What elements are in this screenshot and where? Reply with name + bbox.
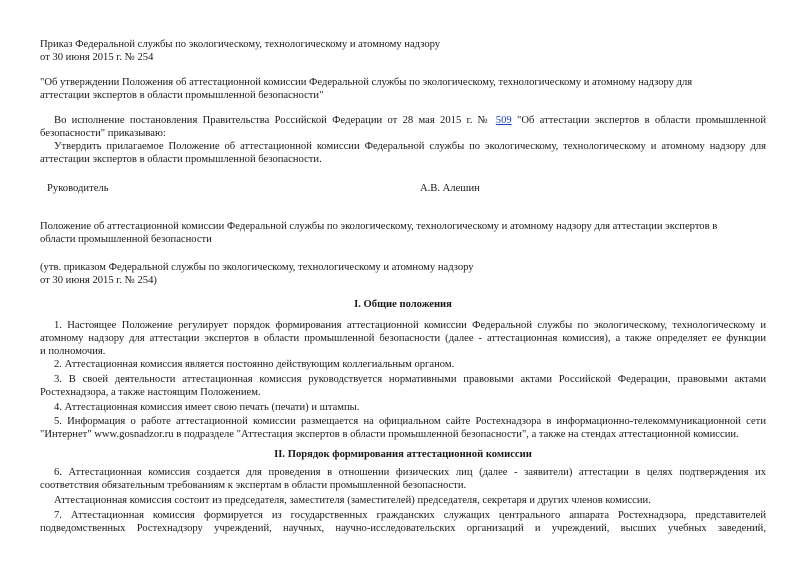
s2-p7-line1: 7. Аттестационная комиссия формируется из государственных гражданских служащих центрального аппарата Ростехнадзора, представителей — [54, 510, 766, 521]
s1-p5-line2: "Интернет" www.gosnadzor.ru в подразделе "Аттестация экспертов в области промышленной безопасности", а также на стендах аттестационной комиссии. — [40, 429, 739, 440]
approved-line1: (утв. приказом Федеральной службы по экологическому, технологическому и атомному надзору — [40, 262, 474, 273]
s1-p3-line1: 3. В своей деятельности аттестационная комиссия руководствуется нормативными правовыми актами Российской Федерации, правовыми актами — [54, 374, 766, 385]
regulation-title-line2: области промышленной безопасности — [40, 234, 212, 245]
s1-p4: 4. Аттестационная комиссия имеет свою печать (печати) и штампы. — [54, 402, 360, 413]
s1-p2: 2. Аттестационная комиссия является постоянно действующим коллегиальным органом. — [54, 359, 455, 370]
order-title-line1: "Об утверждении Положения об аттестационной комиссии Федеральной службы по экологическому, технологическому и атомному надзору для — [40, 77, 693, 88]
preamble-line1 — [54, 114, 766, 127]
s2-p6b: Аттестационная комиссия состоит из председателя, заместителя (заместителей) председателя, секретаря и других членов комиссии. — [54, 495, 651, 506]
approve-line1: Утвердить прилагаемое Положение об аттестационной комиссии Федеральной службы по экологическому, технологическому и атомному надзору для — [54, 141, 766, 152]
section2-heading: II. Порядок формирования аттестационной комиссии — [274, 449, 532, 460]
preamble-text-after: "Об аттестации экспертов в области промышленной — [517, 115, 766, 126]
preamble-line2: безопасности" приказываю: — [40, 128, 166, 139]
order-header-line2: от 30 июня 2015 г. № 254 — [40, 52, 154, 63]
approved-line2: от 30 июня 2015 г. № 254) — [40, 275, 157, 286]
s2-p7-line2: подведомственных Ростехнадзору учреждений, научных, научно-исследовательских организаций и учреждений, высших учебных заведений, — [40, 523, 766, 534]
preamble-text-before: Во исполнение постановления Правительства Российской Федерации от 28 мая 2015 г. № — [54, 115, 491, 126]
signature-name: А.В. Алешин — [420, 183, 480, 194]
s1-p5-line1: 5. Информация о работе аттестационной комиссии размещается на официальном сайте Ростехнадзора в информационно-телекоммуникационной сети — [54, 416, 766, 427]
signature-role: Руководитель — [47, 183, 109, 194]
order-title-line2: аттестации экспертов в области промышленной безопасности" — [40, 90, 324, 101]
regulation-title-line1: Положение об аттестационной комиссии Федеральной службы по экологическому, технологическому и атомному надзору для аттестации экспертов в — [40, 221, 718, 232]
s2-p6-line2: соответствия обязательным требованиям к экспертам в области промышленной безопасности. — [40, 480, 467, 491]
s1-p1-line3: и полномочия. — [40, 346, 106, 357]
s1-p1-line2: атомному надзору для аттестации экспертов в области промышленной безопасности (далее - аттестационная комиссия), а также определяет ее функции — [40, 333, 766, 344]
s1-p1-line1: 1. Настоящее Положение регулирует порядок формирования аттестационной комиссии Федеральной службы по экологическому, технологическому и — [54, 320, 766, 331]
approve-line2: аттестации экспертов в области промышленной безопасности. — [40, 154, 322, 165]
order-header-line1: Приказ Федеральной службы по экологическому, технологическому и атомному надзору — [40, 39, 441, 50]
s1-p3-line2: Ростехнадзора, а также настоящим Положением. — [40, 387, 261, 398]
s2-p6-line1: 6. Аттестационная комиссия создается для проведения в отношении физических лиц (далее - заявители) аттестации в целях подтверждения их — [54, 467, 766, 478]
resolution-509-link[interactable]: 509 — [495, 115, 512, 126]
section1-heading: I. Общие положения — [354, 299, 452, 310]
